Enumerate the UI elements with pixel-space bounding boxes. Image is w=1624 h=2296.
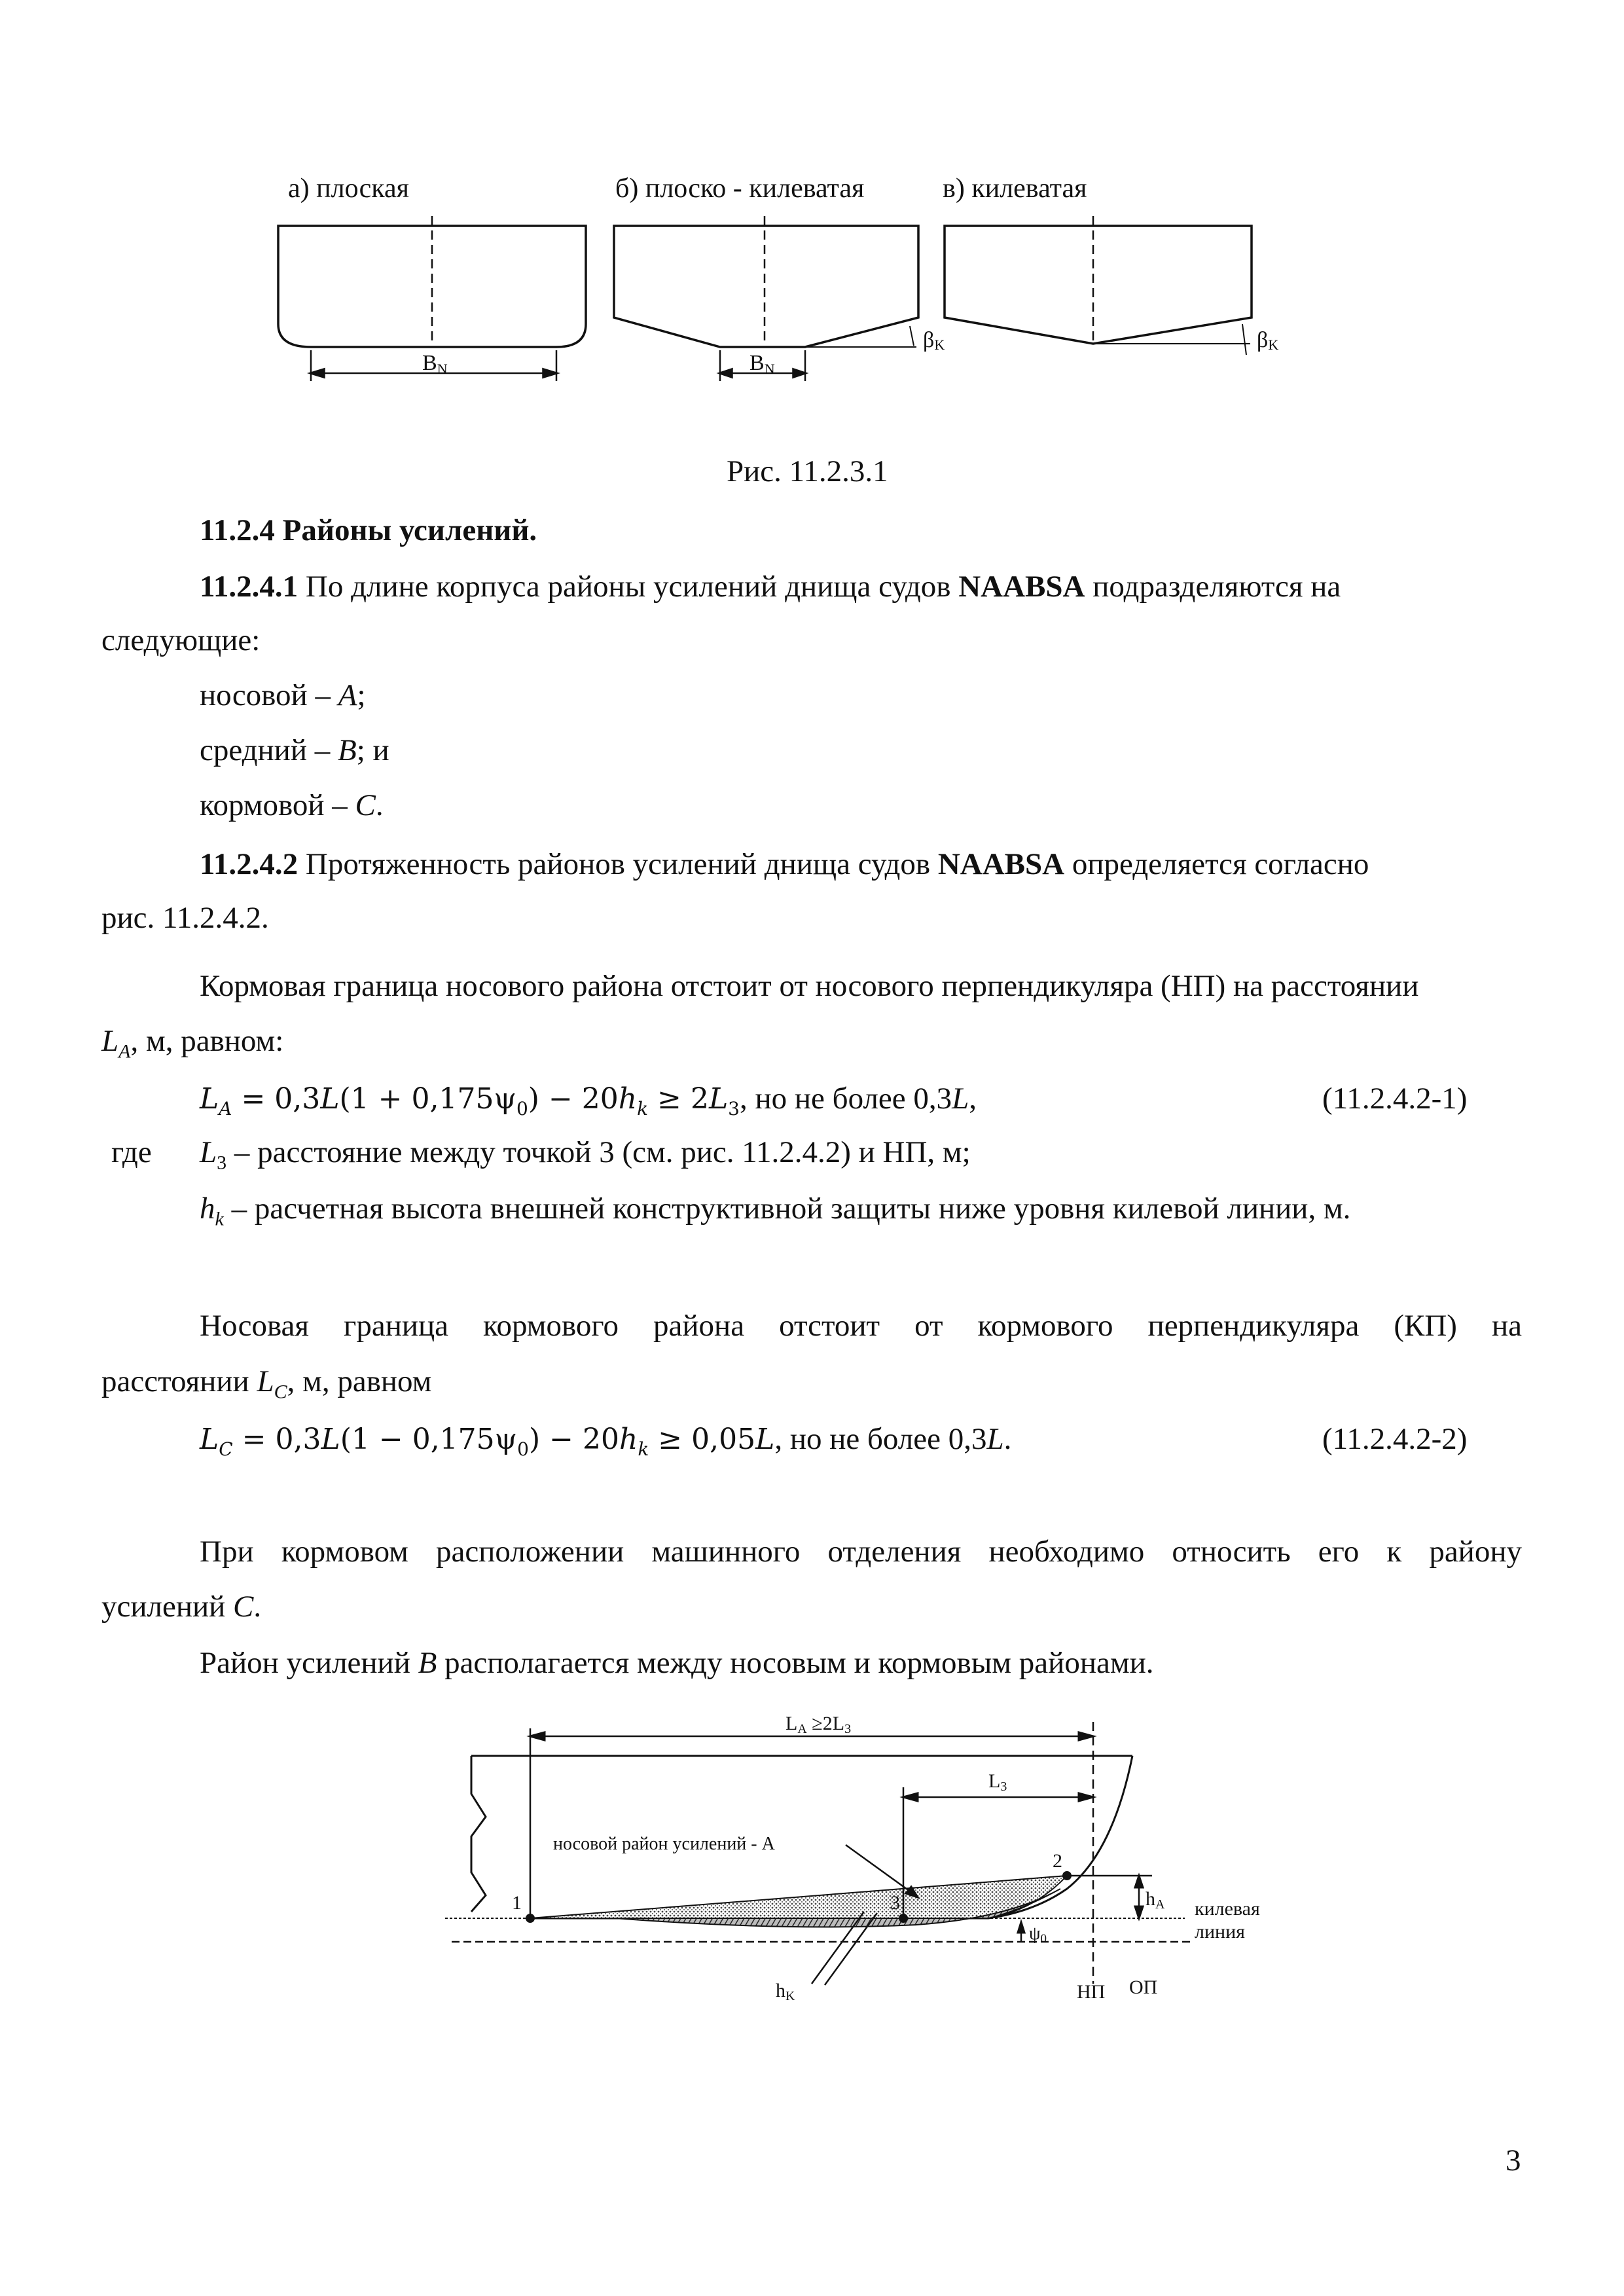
bow-region-figure xyxy=(445,1702,1335,2003)
page-number: 3 xyxy=(1506,2143,1521,2178)
para-11241-line2: следующие: xyxy=(101,623,261,657)
para-11242-line2: рис. 11.2.4.2. xyxy=(101,901,269,935)
fig1-caption: Рис. 11.2.3.1 xyxy=(727,454,888,488)
hull-sections-figure xyxy=(262,210,1309,406)
hull-section-flat-vee xyxy=(614,226,918,347)
keel-label-1: килевая xyxy=(1195,1898,1260,1920)
where-word: где xyxy=(111,1135,152,1169)
ha-label: hA xyxy=(1146,1888,1165,1912)
section-title: 11.2.4 Районы усилений. xyxy=(200,513,537,547)
op-label: ОП xyxy=(1129,1977,1158,1998)
para-11241-line1: 11.2.4.1 По длине корпуса районы усилений днища судов NAABSA подразделяются на xyxy=(200,570,1341,604)
bow-region-shade xyxy=(530,1876,1067,1918)
region-label: носовой район усилений - А xyxy=(553,1834,775,1854)
point-1: 1 xyxy=(512,1892,522,1914)
para-engine-line1: При кормовом расположении машинного отделения необходимо относить его к району xyxy=(200,1535,1522,1569)
keel-label-2: линия xyxy=(1195,1921,1245,1942)
para-la-line2: $L_A$, м, равном: xyxy=(101,1024,284,1063)
para-engine-line2: усилений C. xyxy=(101,1590,262,1624)
formula-1-number: (11.2.4.2-1) xyxy=(1322,1082,1468,1116)
formula-lc: $L_C = 0,3L(1 - 0,175\psi_0) - 20h_k \ge 0,05L$, но не более 0,3L. xyxy=(200,1422,1012,1460)
beta-label-b: βK xyxy=(923,328,945,353)
fig1-label-a: а) плоская xyxy=(288,173,409,204)
fig1-label-c: в) килеватая xyxy=(943,173,1087,204)
region-middle: средний – B; и xyxy=(200,733,389,767)
formula-2-number: (11.2.4.2-2) xyxy=(1322,1422,1468,1456)
para-lc-line1: Носовая граница кормового района отстоит от кормового перпендикуляра (КП) на xyxy=(200,1309,1522,1343)
hull-stern-break xyxy=(471,1756,486,1912)
dim-l3-label: L3 xyxy=(988,1770,1007,1794)
beta-label-c: βK xyxy=(1257,328,1279,353)
fig1-label-b: б) плоско - килеватая xyxy=(615,173,865,204)
hull-section-flat xyxy=(278,226,586,347)
point-3: 3 xyxy=(890,1892,900,1914)
dim-la-label: LA ≥2L3 xyxy=(785,1713,852,1736)
psi0-label: ψ0 xyxy=(1029,1923,1047,1946)
where-hk: $h_k$ – расчетная высота внешней конструктивной защиты ниже уровня килевой линии, м. xyxy=(200,1192,1351,1230)
para-region-b: Район усилений B располагается между носовым и кормовым районами. xyxy=(200,1646,1154,1680)
hk-label: hK xyxy=(776,1980,795,2003)
para-la-line1: Кормовая граница носового района отстоит от носового перпендикуляра (НП) на расстоянии xyxy=(200,969,1419,1003)
formula-la: $L_A = 0,3L(1 + 0,175\psi_0) - 20h_k \ge 2L_3$, но не более 0,3L, xyxy=(200,1082,977,1120)
hull-section-vee xyxy=(945,226,1252,344)
where-l3: $L_3$ – расстояние между точкой 3 (см. рис. 11.2.4.2) и НП, м; xyxy=(200,1135,971,1174)
bn-label-b: BN xyxy=(749,351,775,377)
region-stern: кормовой – C. xyxy=(200,788,384,822)
point-2: 2 xyxy=(1053,1850,1062,1872)
np-label: НП xyxy=(1077,1981,1106,2003)
region-bow: носовой – A; xyxy=(200,678,366,712)
para-11242-line1: 11.2.4.2 Протяженность районов усилений днища судов NAABSA определяется согласно xyxy=(200,847,1369,881)
bn-label-a: BN xyxy=(422,351,448,377)
para-lc-line2: расстоянии $L_C$, м, равном xyxy=(101,1364,432,1403)
